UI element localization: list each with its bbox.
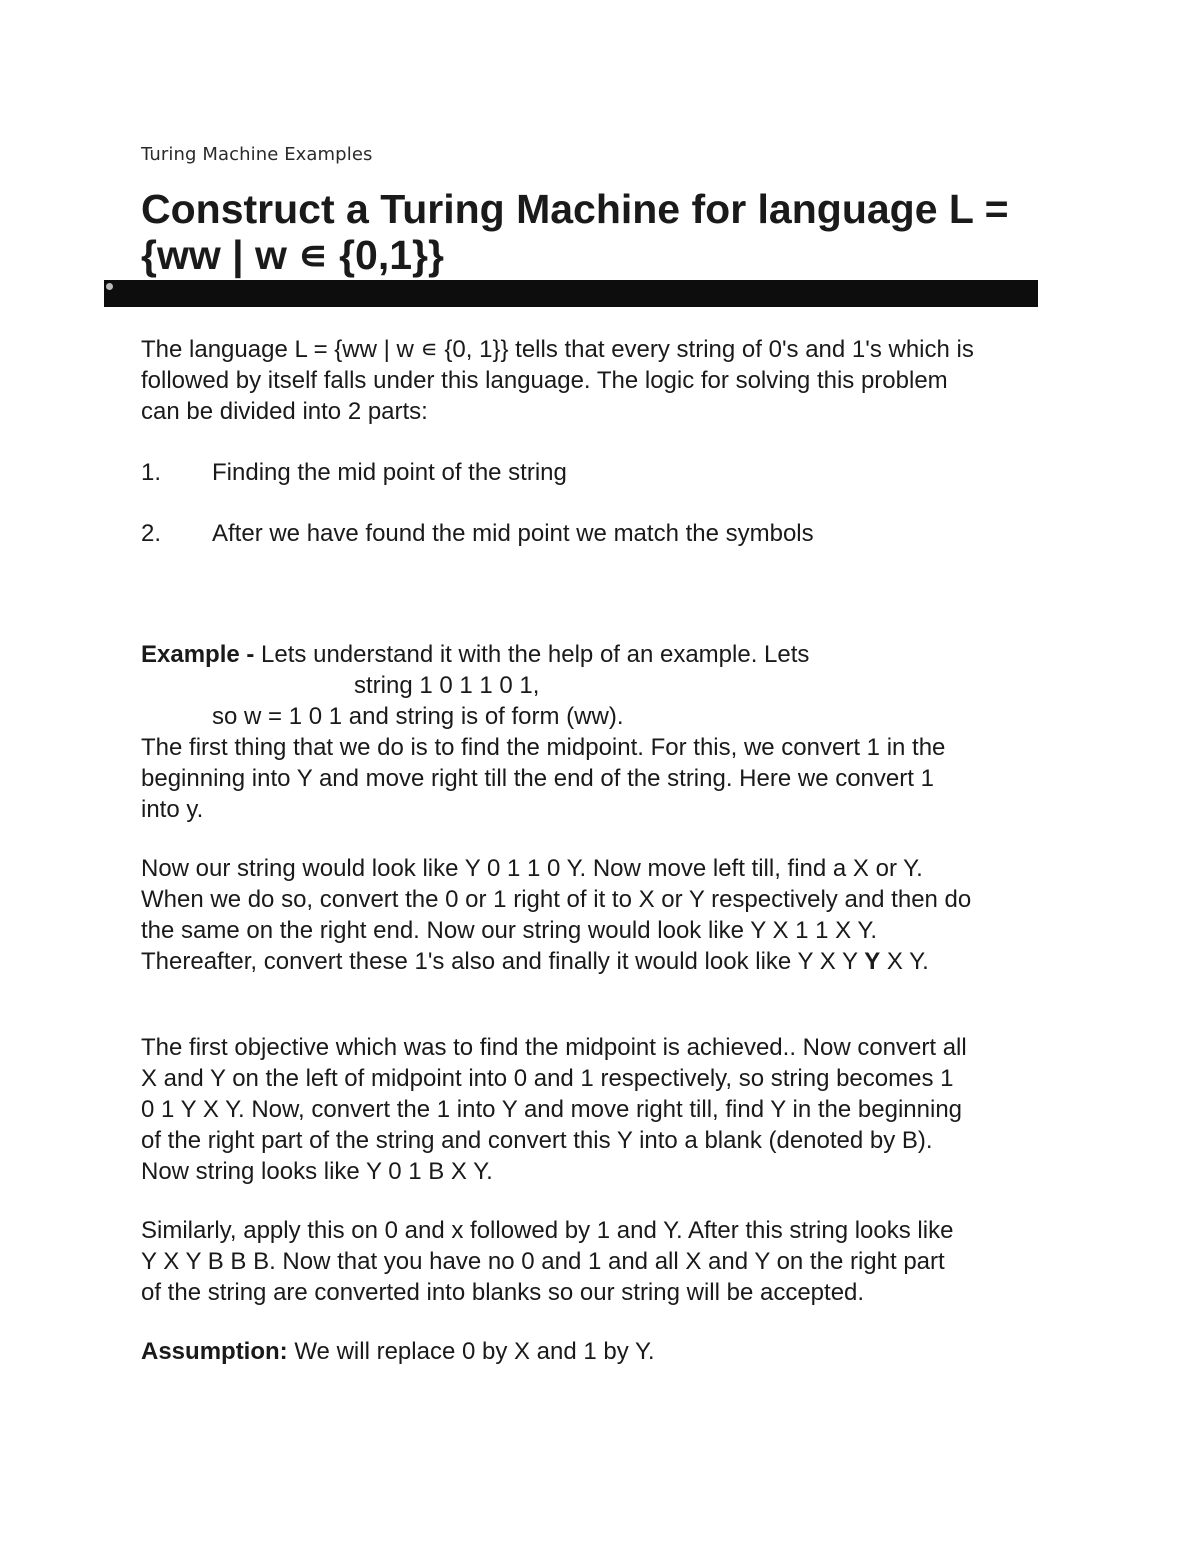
para2-line-1: Now our string would look like Y 0 1 1 0 Y. Now move left till, find a X or Y.: [141, 855, 923, 882]
example-label: Example -: [141, 641, 255, 668]
list-text: Finding the mid point of the string: [212, 459, 567, 486]
main-heading-line-2: {ww | w ∊ {0,1}}: [141, 232, 444, 278]
example-paragraph: [141, 639, 1081, 825]
main-heading-line-1: Construct a Turing Machine for language L =: [141, 186, 1009, 232]
example-line-3: so w = 1 0 1 and string is of form (ww).: [212, 703, 624, 730]
para2-line-4-b: X Y.: [880, 948, 929, 975]
black-redaction-bar: [104, 280, 1038, 307]
list-number: 2.: [141, 520, 162, 547]
example-line-5: beginning into Y and move right till the end of the string. Here we convert 1: [141, 765, 934, 792]
list-text: After we have found the mid point we match the symbols: [212, 520, 814, 547]
example-line-6: into y.: [141, 796, 204, 823]
para4-line-1: Similarly, apply this on 0 and x followed by 1 and Y. After this string looks like: [141, 1217, 954, 1244]
para3-line-1: The first objective which was to find the midpoint is achieved.. Now convert all: [141, 1034, 967, 1061]
bullet-dot-icon: [106, 283, 113, 290]
para2-line-4-a: Thereafter, convert these 1's also and finally it would look like Y X Y: [141, 948, 865, 975]
para2-line-2: When we do so, convert the 0 or 1 right of it to X or Y respectively and then do: [141, 886, 972, 913]
para3-line-5: Now string looks like Y 0 1 B X Y.: [141, 1158, 493, 1185]
intro-line-2: followed by itself falls under this language. The logic for solving this problem: [141, 367, 948, 394]
para3-line-3: 0 1 Y X Y. Now, convert the 1 into Y and move right till, find Y in the beginning: [141, 1096, 963, 1123]
main-heading: [141, 186, 1061, 278]
example-line-1: [141, 639, 1081, 670]
midpoint-paragraph: [141, 1032, 1081, 1187]
para3-line-2: X and Y on the left of midpoint into 0 and 1 respectively, so string becomes 1: [141, 1065, 954, 1092]
para3-line-4: of the right part of the string and convert this Y into a blank (denoted by B).: [141, 1127, 933, 1154]
example-line-2: string 1 0 1 1 0 1,: [354, 672, 540, 699]
para4-line-3: of the string are converted into blanks so our string will be accepted.: [141, 1279, 865, 1306]
assumption-paragraph: [141, 1336, 1081, 1367]
assumption-text: We will replace 0 by X and 1 by Y.: [287, 1338, 655, 1365]
intro-paragraph: [141, 334, 1081, 427]
assumption-line: [141, 1336, 1081, 1367]
intro-line-3: can be divided into 2 parts:: [141, 398, 428, 425]
acceptance-paragraph: [141, 1215, 1081, 1308]
assumption-label: Assumption:: [141, 1338, 288, 1365]
list-number: 1.: [141, 459, 162, 486]
example-line-1-text: Lets understand it with the help of an example. Lets: [254, 641, 810, 668]
intro-line-1: The language L = {ww | w ∊ {0, 1}} tells that every string of 0's and 1's which is: [141, 336, 974, 363]
para4-line-2: Y X Y B B B. Now that you have no 0 and 1 and all X and Y on the right part: [141, 1248, 945, 1275]
string-transform-paragraph: [141, 853, 1081, 977]
para2-line-4: [141, 946, 1081, 977]
example-line-4: The first thing that we do is to find the midpoint. For this, we convert 1 in the: [141, 734, 946, 761]
document-header-title: Turing Machine Examples: [141, 144, 373, 165]
para2-line-3: the same on the right end. Now our string would look like Y X 1 1 X Y.: [141, 917, 877, 944]
para2-line-4-bold: Y: [864, 948, 881, 975]
